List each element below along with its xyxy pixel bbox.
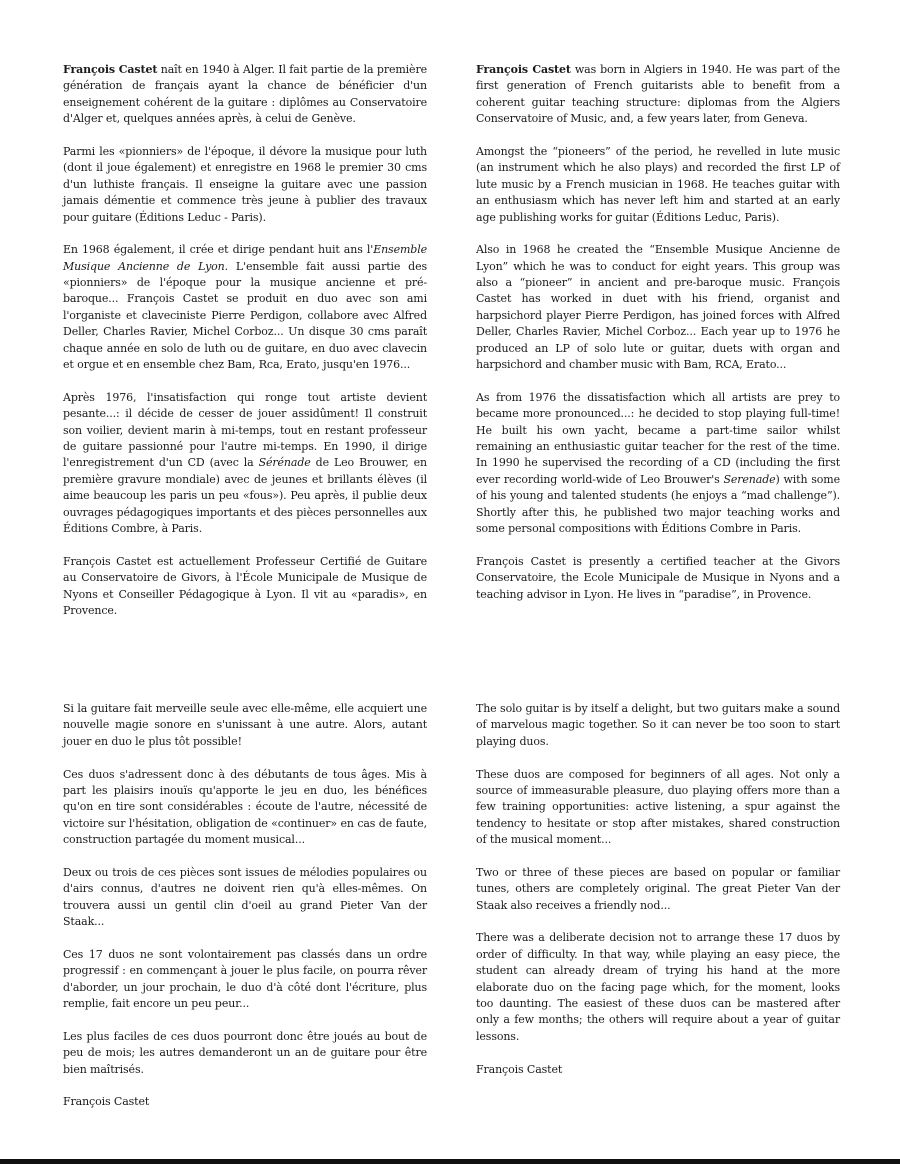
preface-fr-paragraph-5: Les plus faciles de ces duos pourront donc être joués au bout de peu de mois; les autres demanderont un an de guitare pour être bien maîtrisés. [63,1029,427,1076]
bio-en-paragraph-5: François Castet is presently a certified teacher at the Givors Conservatoire, the Ecole Municipale de Musique in Nyons and a teaching advisor in Lyon. He lives in “paradise”, in Provence. [476,554,840,601]
preface-fr-signature: François Castet [63,1095,150,1109]
biography-english [476,62,840,603]
bio-en-paragraph-3: Also in 1968 he created the “Ensemble Musique Ancienne de Lyon” which he was to conduct for eight years. This group was also a “pioneer” in ancient and pre-baroque music. François Castet has worked in duet with his friend, organist and harpsichord player Pierre Perdigon, has joined forces with Alfred Deller, Charles Ravier, Michel Corboz... Each year up to 1976 he produced an LP of solo lute or guitar, duets with organ and harpsichord and chamber music with Bam, RCA, Erato... [476,243,840,372]
bio-en-paragraph-2: Amongst the “pioneers” of the period, he revelled in lute music (an instrument which he also plays) and recorded the first LP of lute music by a French musician in 1968. He teaches guitar with an enthusiasm which has never left him and started at an early age publishing works for guitar (Éditions Leduc, Paris). [476,144,840,224]
preface-english [476,701,840,1078]
bio-fr-paragraph-3: En 1968 également, il crée et dirige pendant huit ans l'Ensemble Musique Ancienne de Lyon. L'ensemble fait aussi partie des «pionniers» de l'époque pour la musique ancienne et pré-baroque... François Castet se produit en duo avec son ami l'organiste et claveciniste Pierre Perdigon, collabore avec Alfred Deller, Charles Ravier, Michel Corboz... Un disque 30 cms paraît chaque année en solo de luth ou de guitare, en duo avec clavecin et orgue et en ensemble chez Bam, Rca, Erato, jusqu'en 1976... [63,243,427,372]
preface-french [63,701,427,1111]
preface-en-paragraph-2: These duos are composed for beginners of all ages. Not only a source of immeasurable pleasure, duo playing offers more than a few training opportunities: active listening, a spur against the tendency to hesitate or stop after mistakes, shared construction of the musical moment... [476,767,840,847]
bio-fr-paragraph-5: François Castet est actuellement Professeur Certifié de Guitare au Conservatoire de Givors, à l'École Municipale de Musique de Nyons et Conseiller Pédagogique à Lyon. Il vit au «paradis», en Provence. [63,554,427,617]
bio-fr-paragraph-4: Après 1976, l'insatisfaction qui ronge tout artiste devient pesante...: il décide de cesser de jouer assidûment! Il construit son voilier, devient marin à mi-temps, tout en restant professeur de guitare passionné pour l'autre mi-temps. En 1990, il dirige l'enregistrement d'un CD (avec la Sérénade de Leo Brouwer, en première gravure mondiale) avec de jeunes et brillants élèves (il aime beaucoup les paris un peu «fous»). Peu après, il publie deux ouvrages pédagogiques importants et des pièces personnelles aux Éditions Combre, à Paris. [63,390,427,536]
bio-fr-paragraph-2: Parmi les «pionniers» de l'époque, il dévore la musique pour luth (dont il joue également) et enregistre en 1968 le premier 30 cms d'un luthiste français. Il enseigne la guitare avec une passion jamais démentie et commence très jeune à publier des travaux pour guitare (Éditions Leduc - Paris). [63,144,427,224]
bio-en-paragraph-4: As from 1976 the dissatisfaction which all artists are prey to became more pronounced...: he decided to stop playing full-time! He built his own yacht, became a part-time sailor whilst remaining an enthusiastic guitar teacher for the rest of the time. In 1990 he supervised the recording of a CD (including the first ever recording world-wide of Leo Brouwer's Serenade) with some of his young and talented students (he enjoys a “mad challenge”). Shortly after this, he published two major teaching works and some personal compositions with Éditions Combre in Paris. [476,390,840,536]
author-name: François Castet [63,63,158,76]
bottom-edge-rule [0,1159,900,1164]
preface-fr-paragraph-1: Si la guitare fait merveille seule avec elle-même, elle acquiert une nouvelle magie sonore en s'unissant à une autre. Alors, autant jouer en duo le plus tôt possible! [63,702,427,748]
preface-en-paragraph-1: The solo guitar is by itself a delight, but two guitars make a sound of marvelous magic together. So it can never be too soon to start playing duos. [476,702,840,748]
preface-fr-paragraph-4: Ces 17 duos ne sont volontairement pas classés dans un ordre progressif : en commençant à jouer le plus facile, on pourra rêver d'aborder, un jour prochain, le duo d'à côté dont l'écriture, plus remplie, fait encore un peu peur... [63,947,427,1010]
preface-en-paragraph-4: There was a deliberate decision not to arrange these 17 duos by order of difficulty. In that way, while playing an easy piece, the student can already dream of trying his hand at the more elaborate duo on the facing page which, for the moment, looks too daunting. The easiest of these duos can be mastered after only a few months; the others will require about a year of guitar lessons. [476,931,840,1043]
preface-en-signature: François Castet [476,1062,563,1076]
bio-en-paragraph-1: François Castet was born in Algiers in 1940. He was part of the first generation of French guitarists able to benefit from a coherent guitar teaching structure: diplomas from the Algiers Conservatoire of Music, and, a few years later, from Geneva. [476,63,840,126]
preface-fr-paragraph-2: Ces duos s'adressent donc à des débutants de tous âges. Mis à part les plaisirs inouïs qu'apporte le jeu en duo, les bénéfices qu'on en tire sont considérables : écoute de l'autre, nécessité de victoire sur l'hésitation, obligation de «continuer» en cas de faute, construction partagée du moment musical... [63,767,427,847]
biography-french [63,62,427,619]
bio-fr-paragraph-1: François Castet naît en 1940 à Alger. Il fait partie de la première génération de français ayant la chance de bénéficier d'un enseignement cohérent de la guitare : diplômes au Conservatoire d'Alger et, quelques années après, à celui de Genève. [63,63,427,126]
author-name: François Castet [476,63,571,76]
preface-en-paragraph-3: Two or three of these pieces are based on popular or familiar tunes, others are completely original. The great Pieter Van der Staak also receives a friendly nod... [476,865,840,912]
preface-fr-paragraph-3: Deux ou trois de ces pièces sont issues de mélodies populaires ou d'airs connus, d'autres ne doivent rien qu'à elles-mêmes. On trouvera aussi un gentil clin d'oeil au grand Pieter Van der Staak... [63,865,427,929]
